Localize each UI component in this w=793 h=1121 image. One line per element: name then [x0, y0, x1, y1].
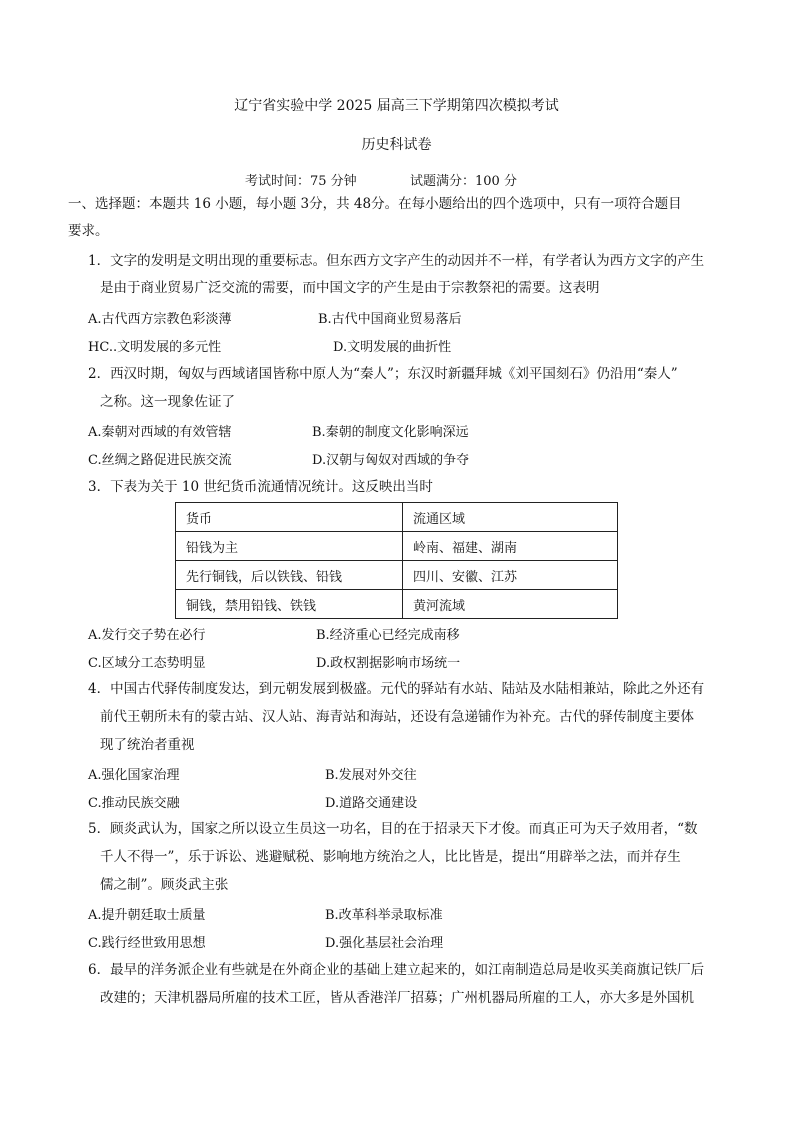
- question-6-stem: 6．最早的洋务派企业有些就是在外商企业的基础上建立起来的，如江南制造总局是收买美商旗记铁厂后: [88, 962, 705, 978]
- question-5-stem: 5．顾炎武认为，国家之所以设立生员这一功名，目的在于招录天下才俊。而真正可为天子效用者，“数: [88, 821, 698, 837]
- question-2-stem-cont: 之称。这一现象佐证了: [100, 394, 235, 410]
- table-cell: 先行铜钱，后以铁钱、铅钱: [176, 561, 403, 590]
- table-cell: 铅钱为主: [176, 532, 403, 561]
- question-1-stem-cont: 是由于商业贸易广泛交流的需要，而中国文字的产生是由于宗教祭祀的需要。这表明: [100, 280, 600, 296]
- section-instruction: 一、选择题：本题共 16 小题，每小题 3分，共 48分。在每小题给出的四个选项中，只有一项符合题目: [68, 196, 682, 212]
- question-1-option-a: A.古代西方宗教色彩淡薄: [88, 312, 232, 327]
- section-instruction-cont: 要求。: [68, 223, 109, 239]
- question-4-option-b: B.发展对外交往: [325, 768, 417, 783]
- question-2-stem: 2．西汉时期，匈奴与西域诸国皆称中原人为“秦人”；东汉时新疆拜城《刘平国刻石》仍沿用“秦人”: [88, 366, 678, 382]
- question-4-option-c: C.推动民族交融: [88, 796, 180, 811]
- question-1-option-b: B.古代中国商业贸易落后: [318, 312, 462, 327]
- table-cell: 铜钱，禁用铅钱、铁钱: [176, 590, 403, 619]
- question-2-option-d: D.汉朝与匈奴对西域的争夺: [312, 453, 470, 468]
- question-1-stem: 1．文字的发明是文明出现的重要标志。但东西方文字产生的动因并不一样，有学者认为西方文字的产生: [88, 253, 705, 269]
- question-5-option-c: C.践行经世致用思想: [88, 936, 206, 951]
- question-3-option-a: A.发行交子势在必行: [88, 628, 206, 643]
- question-5-option-a: A.提升朝廷取士质量: [88, 908, 206, 923]
- question-4-option-d: D.道路交通建设: [325, 796, 418, 811]
- question-5-stem-cont: 千人不得一”，乐于诉讼、逃避赋税、影响地方统治之人，比比皆是，提出“用辟举之法，而并存生: [100, 849, 681, 865]
- exam-score: 试题满分：100 分: [410, 174, 517, 189]
- question-4-stem-cont: 前代王朝所未有的蒙古站、汉人站、海青站和海站，还设有急递铺作为补充。古代的驿传制度主要体: [100, 709, 694, 725]
- table-header-cell: 流通区域: [403, 503, 618, 532]
- question-4-option-a: A.强化国家治理: [88, 768, 180, 783]
- question-5-option-b: B.改革科举录取标准: [325, 908, 443, 923]
- question-3-stem: 3．下表为关于 10 世纪货币流通情况统计。这反映出当时: [88, 479, 433, 495]
- exam-time: 考试时间：75 分钟: [245, 174, 357, 189]
- question-5-stem-cont2: 儒之制”。顾炎武主张: [100, 877, 229, 893]
- question-6-stem-cont: 改建的；天津机器局所雇的技术工匠，皆从香港洋厂招募；广州机器局所雇的工人，亦大多是外国机: [100, 990, 694, 1006]
- table-header-cell: 货币: [176, 503, 403, 532]
- table-row: [176, 561, 618, 590]
- exam-subtitle: 历史科试卷: [361, 137, 432, 153]
- exam-title: 辽宁省实验中学 2025 届高三下学期第四次模拟考试: [234, 98, 559, 114]
- question-5-option-d: D.强化基层社会治理: [325, 936, 444, 951]
- question-1-option-d: D.文明发展的曲折性: [333, 340, 452, 355]
- question-2-option-b: B.秦朝的制度文化影响深远: [312, 425, 469, 440]
- question-2-option-a: A.秦朝对西域的有效管辖: [88, 425, 232, 440]
- question-4-stem-cont2: 现了统治者重视: [100, 737, 195, 753]
- question-3-option-b: B.经济重心已经完成南移: [316, 628, 460, 643]
- question-3-option-c: C.区域分工态势明显: [88, 656, 206, 671]
- question-2-option-c: C.丝绸之路促进民族交流: [88, 453, 232, 468]
- table-cell: 四川、安徽、江苏: [403, 561, 618, 590]
- table-cell: 黄河流域: [403, 590, 618, 619]
- question-1-option-c: HC..文明发展的多元性: [88, 340, 222, 355]
- table-cell: 岭南、福建、湖南: [403, 532, 618, 561]
- currency-table: [175, 502, 618, 619]
- table-row: [176, 532, 618, 561]
- question-4-stem: 4．中国古代驿传制度发达，到元朝发展到极盛。元代的驿站有水站、陆站及水陆相兼站，除此之外还有: [88, 681, 705, 697]
- question-3-option-d: D.政权割据影响市场统一: [316, 656, 461, 671]
- table-row: [176, 590, 618, 619]
- table-header-row: [176, 503, 618, 532]
